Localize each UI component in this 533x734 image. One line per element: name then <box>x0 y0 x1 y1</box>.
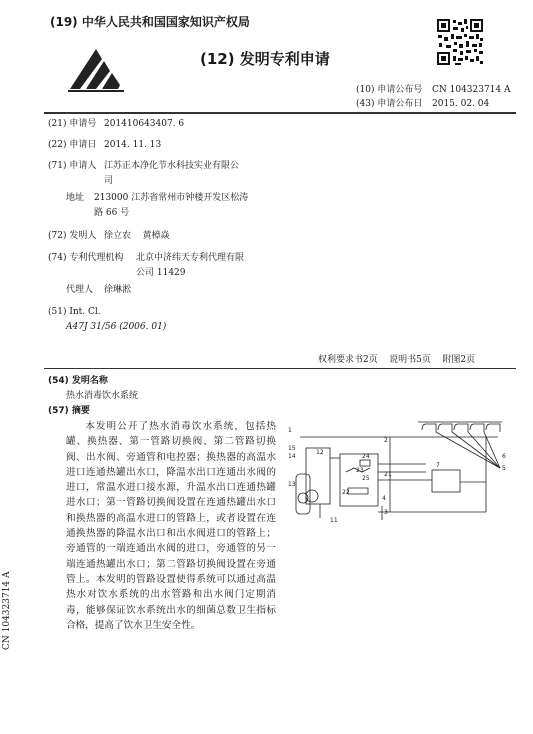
application-number-label: (21) 申请号 <box>48 119 97 129</box>
agency-line-1: 北京中济纬天专利代理有限 <box>136 253 245 263</box>
applicant-label: (71) 申请人 <box>48 161 97 171</box>
cnipa-logo-icon <box>66 45 128 95</box>
address-label: 地址 <box>66 193 85 203</box>
label-5: 5 <box>502 465 506 472</box>
authority-title: (19) 中华人民共和国国家知识产权局 <box>50 15 250 29</box>
inventor-label: (72) 发明人 <box>48 231 97 241</box>
label-1: 1 <box>288 427 292 434</box>
application-date-label: (22) 申请日 <box>48 140 97 150</box>
application-number: 201410643407. 6 <box>104 119 185 129</box>
label-24: 24 <box>362 453 370 460</box>
publication-date-label: (43) 申请公布日 <box>356 99 423 109</box>
abstract-text: 本发明公开了热水消毒饮水系统，包括热罐、换热器、第一管路切换阀、第二管路切换阀、出水阀、旁通管和电控器；换热器的高温水进口连通热罐出水口，降温水出口连通出水阀的进口，常温水进口接水源，升温水出口连通热罐进水口；第一管路切换阀设置在连通热罐出水口和换热器的高温水进口的管路上，或者设置在连通换热器的降温水出口和出水阀进口的管路上；旁通管的一端连通出水阀的进口，旁通管的另一端连通热罐出水口；第二管路切换阀设置在旁通管上。本发明的管路设置使得系统可以通过高温热水对饮水系统的出水管路和出水阀门定期消毒，能够保证饮水系统出水的细菌总数卫生指标合格，提高了饮水卫生安全性。 <box>66 421 276 631</box>
inventor-names: 徐立农 黄樟焱 <box>104 231 170 241</box>
header-divider <box>44 112 516 114</box>
abstract-label: (57) 摘要 <box>48 406 90 416</box>
side-publication-code: CN 104323714 A <box>2 571 12 650</box>
label-2: 2 <box>384 437 388 444</box>
address-line-2: 路 66 号 <box>94 208 130 218</box>
label-15: 15 <box>288 445 296 452</box>
label-6: 6 <box>502 453 506 460</box>
application-date: 2014. 11. 13 <box>104 140 162 150</box>
document-kind: (12) 发明专利申请 <box>200 50 330 68</box>
int-cl-value: A47J 31/56 (2006. 01) <box>66 322 167 332</box>
label-21: 21 <box>384 471 392 478</box>
page-counts: 权利要求书2页 说明书5页 附图2页 <box>318 355 476 365</box>
label-4: 4 <box>382 495 386 502</box>
address-line-1: 213000 江苏省常州市钟楼开发区松涛 <box>94 193 249 203</box>
publication-number-label: (10) 申请公布号 <box>356 85 423 95</box>
outlet-faucets <box>418 422 502 432</box>
invention-title: 热水消毒饮水系统 <box>66 391 139 401</box>
label-22: 22 <box>342 489 350 496</box>
label-23: 23 <box>356 467 364 474</box>
label-14: 14 <box>288 453 296 460</box>
agency-line-2: 公司 11429 <box>136 268 186 278</box>
system-diagram <box>286 410 516 522</box>
agent-label: 代理人 <box>66 285 94 295</box>
label-13: 13 <box>288 481 296 488</box>
applicant-line-2: 司 <box>104 176 114 186</box>
label-3: 3 <box>384 509 388 516</box>
qr-code-icon <box>436 18 484 66</box>
label-25: 25 <box>362 475 370 482</box>
publication-number: CN 104323714 A <box>432 85 511 95</box>
label-12: 12 <box>316 449 324 456</box>
int-cl-label: (51) Int. Cl. <box>48 307 101 317</box>
agent-name: 徐琳淞 <box>104 285 132 295</box>
title-label: (54) 发明名称 <box>48 376 108 386</box>
label-11: 11 <box>330 517 338 522</box>
body-divider <box>44 368 516 369</box>
agency-label: (74) 专利代理机构 <box>48 253 124 263</box>
label-7: 7 <box>436 462 440 469</box>
applicant-line-1: 江苏正本净化节水科技实业有限公 <box>104 161 240 171</box>
publication-date: 2015. 02. 04 <box>432 99 490 109</box>
